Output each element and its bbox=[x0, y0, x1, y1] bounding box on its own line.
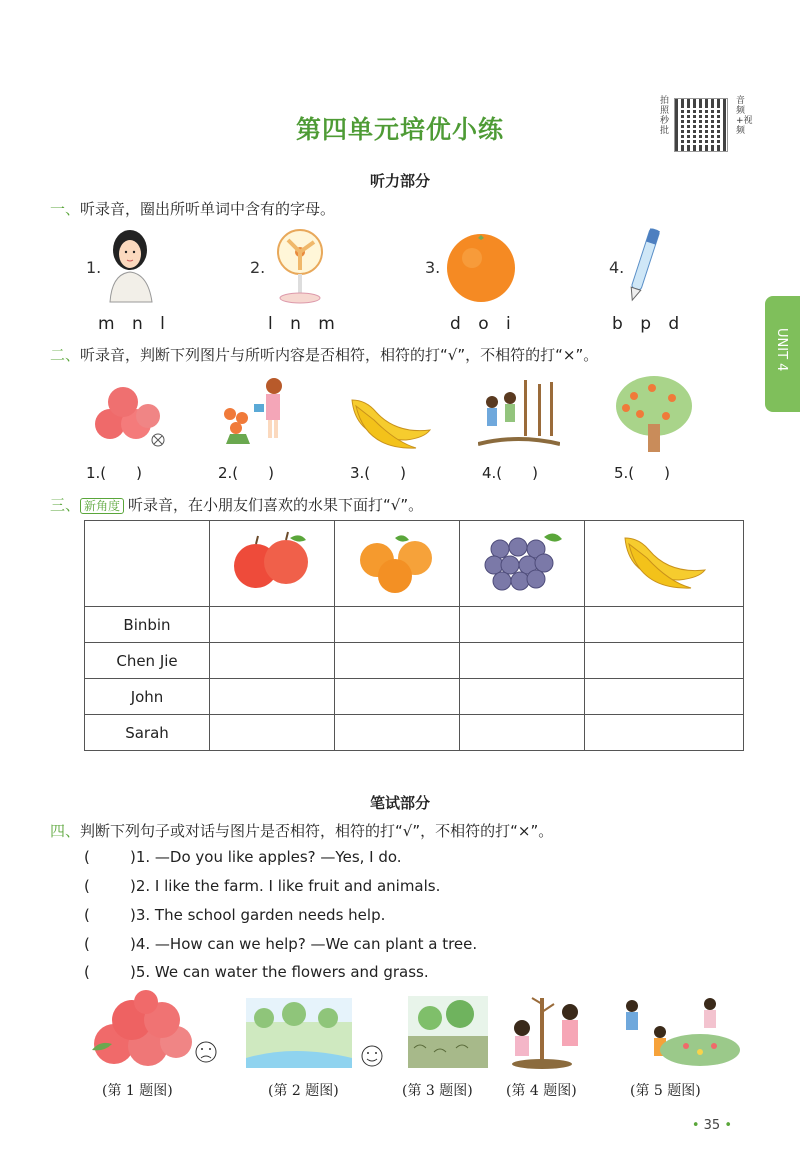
q4-instruction: 判断下列句子或对话与图片是否相符，相符的打“√”，不相符的打“×”。 bbox=[80, 822, 554, 840]
q2-answer[interactable]: 5.( ) bbox=[614, 464, 671, 482]
qr-right-text: 音频+视频 bbox=[736, 96, 753, 136]
column-oranges bbox=[335, 521, 460, 607]
q2-number: 二、 bbox=[50, 346, 81, 364]
table-corner-cell bbox=[85, 521, 210, 607]
answer-cell[interactable] bbox=[335, 679, 460, 715]
qr-block[interactable] bbox=[656, 96, 753, 156]
statement-row bbox=[84, 848, 402, 866]
figure-caption: (第 5 题图) bbox=[630, 1083, 701, 1099]
garden-scene-icon bbox=[408, 996, 488, 1072]
listening-heading: 听力部分 bbox=[369, 172, 430, 190]
qr-code-icon[interactable] bbox=[674, 98, 728, 152]
q3-heading bbox=[50, 494, 423, 515]
girl-watering-flowers-icon bbox=[216, 374, 292, 450]
q1-letters[interactable]: m n l bbox=[98, 314, 171, 334]
table-row bbox=[85, 643, 744, 679]
qr-left-text: 拍照秒批 bbox=[660, 96, 670, 136]
apples-icon bbox=[86, 378, 172, 448]
answer-cell[interactable] bbox=[210, 643, 335, 679]
statement-row bbox=[84, 906, 385, 924]
apples-icon bbox=[230, 530, 314, 594]
answer-paren[interactable]: ( bbox=[84, 877, 90, 895]
kids-planting-trees-icon bbox=[478, 374, 560, 450]
answer-cell[interactable] bbox=[210, 679, 335, 715]
answer-cell[interactable] bbox=[460, 607, 585, 643]
column-grapes bbox=[460, 521, 585, 607]
answer-cell[interactable] bbox=[335, 715, 460, 751]
q1-instruction: 听录音，圈出所听单词中含有的字母。 bbox=[80, 200, 336, 218]
figure-caption: (第 4 题图) bbox=[506, 1083, 577, 1099]
q4-heading bbox=[50, 820, 553, 841]
kids-planting-tree-icon bbox=[506, 994, 598, 1072]
q1-letters[interactable]: l n m bbox=[268, 314, 341, 334]
answer-cell[interactable] bbox=[585, 715, 744, 751]
q2-answer[interactable]: 4.( ) bbox=[482, 464, 539, 482]
apples-pile-sad-icon bbox=[86, 990, 226, 1070]
farm-scene-smile-icon bbox=[244, 996, 384, 1072]
q1-item-num: 2. bbox=[250, 258, 266, 277]
unit-tab bbox=[765, 296, 800, 412]
grapes-icon bbox=[480, 527, 564, 597]
statement-row bbox=[84, 877, 440, 895]
figure-caption: (第 2 题图) bbox=[268, 1083, 339, 1099]
q3-instruction: 听录音，在小朋友们喜欢的水果下面打“√”。 bbox=[128, 496, 424, 514]
q1-letters[interactable]: b p d bbox=[612, 314, 686, 334]
row-name: Chen Jie bbox=[85, 643, 210, 679]
fruit-preference-table bbox=[84, 520, 744, 751]
figure-caption: (第 1 题图) bbox=[102, 1083, 173, 1099]
table-header-row bbox=[85, 521, 744, 607]
answer-cell[interactable] bbox=[585, 679, 744, 715]
row-name: Sarah bbox=[85, 715, 210, 751]
q3-tag: 新角度 bbox=[80, 498, 124, 514]
statement-text: )3. The school garden needs help. bbox=[130, 906, 386, 924]
q1-item-num: 3. bbox=[425, 258, 441, 277]
statement-text: )5. We can water the flowers and grass. bbox=[130, 963, 429, 981]
column-apples bbox=[210, 521, 335, 607]
oranges-icon bbox=[355, 530, 439, 594]
fan-icon bbox=[270, 226, 330, 306]
statement-text: )1. —Do you like apples? —Yes, I do. bbox=[130, 848, 402, 866]
answer-cell[interactable] bbox=[585, 643, 744, 679]
pen-icon bbox=[626, 224, 662, 306]
q3-number: 三、 bbox=[50, 496, 81, 514]
answer-cell[interactable] bbox=[210, 715, 335, 751]
figure-caption: (第 3 题图) bbox=[402, 1083, 473, 1099]
answer-cell[interactable] bbox=[460, 679, 585, 715]
q2-instruction: 听录音，判断下列图片与所听内容是否相符，相符的打“√”，不相符的打“×”。 bbox=[80, 346, 599, 364]
watering-flowers-scene-icon bbox=[620, 996, 742, 1072]
statement-row bbox=[84, 935, 477, 953]
answer-paren[interactable]: ( bbox=[84, 935, 90, 953]
q2-answer[interactable]: 1.( ) bbox=[86, 464, 143, 482]
bananas-icon bbox=[619, 530, 709, 594]
statement-row bbox=[84, 963, 429, 981]
statement-text: )2. I like the farm. I like fruit and animals. bbox=[130, 877, 441, 895]
q1-item-num: 4. bbox=[609, 258, 625, 277]
q1-item-num: 1. bbox=[86, 258, 102, 277]
answer-cell[interactable] bbox=[210, 607, 335, 643]
answer-cell[interactable] bbox=[335, 643, 460, 679]
answer-paren[interactable]: ( bbox=[84, 848, 90, 866]
answer-cell[interactable] bbox=[460, 643, 585, 679]
page-number-value: 35 bbox=[703, 1118, 721, 1133]
q1-letters[interactable]: d o i bbox=[450, 314, 517, 334]
row-name: Binbin bbox=[85, 607, 210, 643]
answer-cell[interactable] bbox=[585, 607, 744, 643]
statement-text: )4. —How can we help? —We can plant a tree. bbox=[130, 935, 478, 953]
q1-heading bbox=[50, 198, 335, 219]
page-number: • 35 • bbox=[691, 1118, 732, 1133]
answer-paren[interactable]: ( bbox=[84, 906, 90, 924]
answer-cell[interactable] bbox=[460, 715, 585, 751]
q2-heading bbox=[50, 344, 598, 365]
q2-answer[interactable]: 3.( ) bbox=[350, 464, 407, 482]
table-row bbox=[85, 679, 744, 715]
answer-cell[interactable] bbox=[335, 607, 460, 643]
table-row bbox=[85, 607, 744, 643]
orange-tree-icon bbox=[612, 372, 694, 454]
unit-tab-label: UNIT 4 bbox=[774, 328, 789, 372]
column-bananas bbox=[585, 521, 744, 607]
table-row bbox=[85, 715, 744, 751]
page-title: 第四单元培优小练 bbox=[295, 115, 504, 144]
q1-number: 一、 bbox=[50, 200, 81, 218]
q2-answer[interactable]: 2.( ) bbox=[218, 464, 275, 482]
woman-icon bbox=[100, 222, 160, 304]
writing-heading: 笔试部分 bbox=[369, 794, 430, 812]
answer-paren[interactable]: ( bbox=[84, 963, 90, 981]
q4-number: 四、 bbox=[50, 822, 81, 840]
orange-icon bbox=[444, 230, 518, 304]
bananas-icon bbox=[346, 390, 432, 452]
row-name: John bbox=[85, 679, 210, 715]
